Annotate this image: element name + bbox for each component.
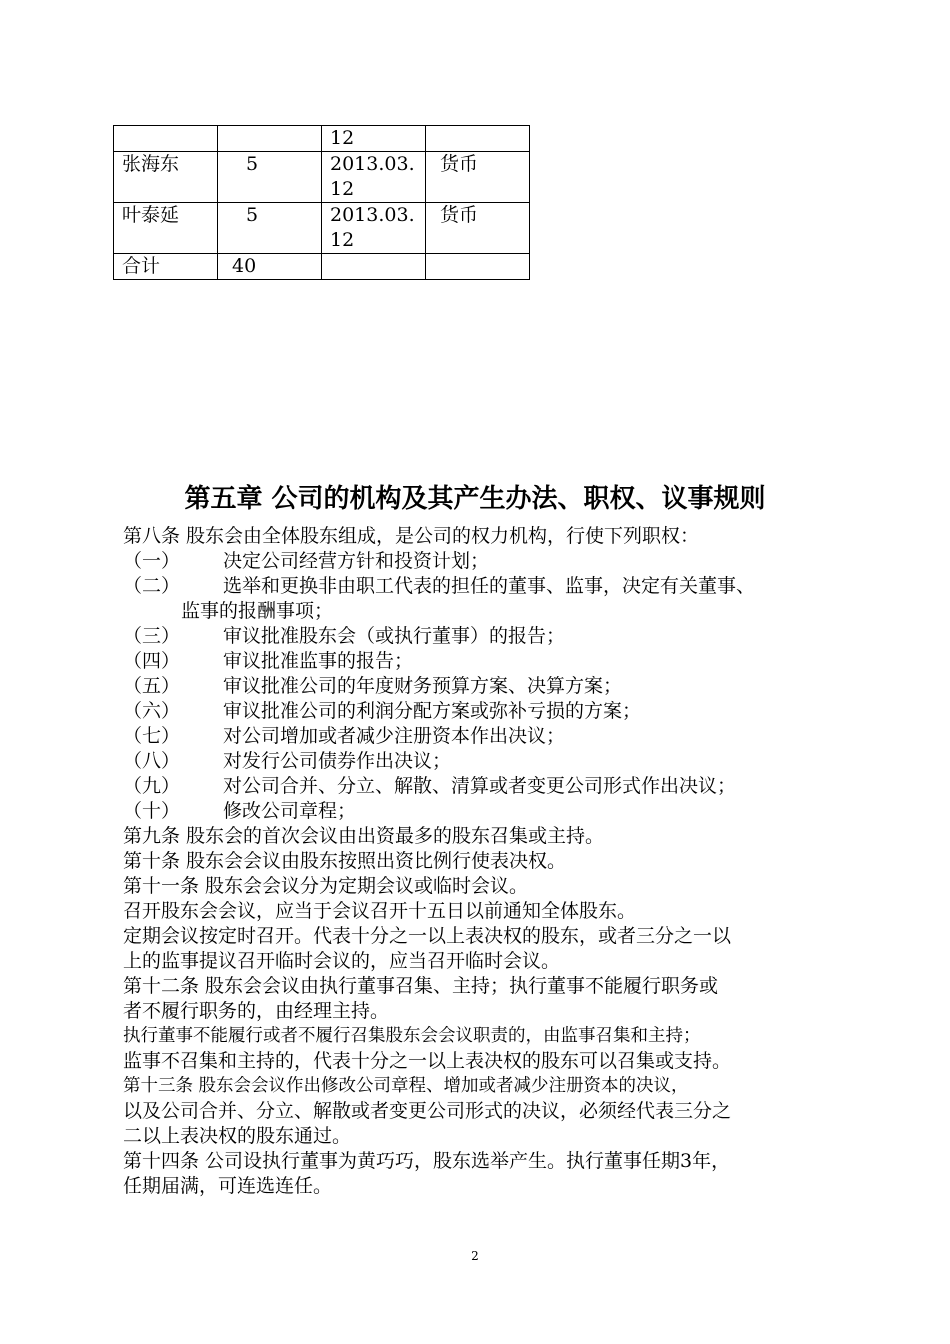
list-item	[123, 799, 843, 824]
date-cell: 2013.03. 12	[322, 203, 426, 254]
article-11-text: 第十一条 股东会会议分为定期会议或临时会议。	[123, 875, 529, 897]
list-item-text: 对公司合并、分立、解散、清算或者变更公司形式作出决议；	[223, 775, 737, 797]
total-amount-cell: 40	[218, 254, 322, 280]
chapter-title: 第五章 公司的机构及其产生办法、职权、议事规则	[184, 484, 766, 514]
list-item	[123, 624, 843, 649]
chapter-body	[123, 524, 843, 1199]
date-cell: 12	[322, 126, 426, 152]
list-item-text: 对发行公司债券作出决议；	[223, 750, 452, 772]
amount-cell	[218, 126, 322, 152]
list-item-marker: （六）	[123, 700, 181, 722]
shareholder-name-cell: 叶泰延	[114, 203, 218, 254]
page-number: 2	[471, 1249, 479, 1263]
list-item-text: 对公司增加或者减少注册资本作出决议；	[223, 725, 566, 747]
list-item	[123, 574, 843, 599]
article-9-text: 第九条 股东会的首次会议由出资最多的股东召集或主持。	[123, 825, 605, 847]
date-cell: 2013.03. 12	[322, 152, 426, 203]
shareholder-table	[113, 125, 530, 280]
list-item-text: 修改公司章程；	[223, 800, 357, 822]
list-item-marker: （七）	[123, 725, 181, 747]
list-item-text: 审议批准公司的利润分配方案或弥补亏损的方案；	[223, 700, 642, 722]
paragraph-line: 执行董事不能履行或者不履行召集股东会会议职责的，由监事召集和主持；	[123, 1026, 701, 1046]
paragraph-line: 召开股东会会议，应当于会议召开十五日以前通知全体股东。	[123, 900, 637, 922]
list-item-marker: （五）	[123, 675, 181, 697]
table-row	[114, 203, 530, 254]
article-8-text: 第八条 股东会由全体股东组成，是公司的权力机构，行使下列职权：	[123, 525, 700, 547]
article-13-text: 第十三条 股东会会议作出修改公司章程、增加或者减少注册资本的决议，	[123, 1076, 689, 1096]
list-item-marker: （十）	[123, 800, 181, 822]
table-row	[114, 152, 530, 203]
paragraph-line: 二以上表决权的股东通过。	[123, 1125, 352, 1147]
total-label-cell: 合计	[114, 254, 218, 280]
paragraph-line: 定期会议按定时召开。代表十分之一以上表决权的股东，或者三分之一以	[123, 925, 732, 947]
list-item-text: 决定公司经营方针和投资计划；	[223, 550, 490, 572]
list-item-marker: （一）	[123, 550, 181, 572]
list-item-text: 选举和更换非由职工代表的担任的董事、监事，决定有关董事、	[223, 575, 756, 597]
list-item-text: 审议批准公司的年度财务预算方案、决算方案；	[223, 675, 623, 697]
list-item	[123, 649, 843, 674]
table-row	[114, 126, 530, 152]
list-item-marker: （三）	[123, 625, 181, 647]
article-12-text: 第十二条 股东会会议由执行董事召集、主持；执行董事不能履行职务或	[123, 975, 719, 997]
list-item	[123, 674, 843, 699]
list-item-marker: （二）	[123, 575, 181, 597]
list-item-marker: （九）	[123, 775, 181, 797]
list-item-marker: （四）	[123, 650, 181, 672]
shareholder-name-cell	[114, 126, 218, 152]
list-item	[123, 724, 843, 749]
method-cell	[426, 254, 530, 280]
paragraph-line: 监事不召集和主持的，代表十分之一以上表决权的股东可以召集或支持。	[123, 1050, 732, 1072]
table-row	[114, 254, 530, 280]
list-item-marker: （八）	[123, 750, 181, 772]
list-item	[123, 749, 843, 774]
paragraph-line: 任期届满，可连选连任。	[123, 1175, 333, 1197]
list-item-continuation: 监事的报酬事项；	[181, 600, 334, 622]
list-item-text: 审议批准股东会（或执行董事）的报告；	[223, 625, 566, 647]
amount-cell: 5	[218, 152, 322, 203]
date-cell	[322, 254, 426, 280]
method-cell: 货币	[426, 203, 530, 254]
shareholder-name-cell: 张海东	[114, 152, 218, 203]
method-cell	[426, 126, 530, 152]
list-item-text: 审议批准监事的报告；	[223, 650, 414, 672]
amount-cell: 5	[218, 203, 322, 254]
list-item	[123, 774, 843, 799]
list-item	[123, 699, 843, 724]
article-14-text: 第十四条 公司设执行董事为黄巧巧，股东选举产生。执行董事任期3年，	[123, 1150, 731, 1172]
paragraph-line: 以及公司合并、分立、解散或者变更公司形式的决议，必须经代表三分之	[123, 1100, 732, 1122]
article-10-text: 第十条 股东会会议由股东按照出资比例行使表决权。	[123, 850, 567, 872]
paragraph-line: 者不履行职务的，由经理主持。	[123, 1000, 390, 1022]
paragraph-line: 上的监事提议召开临时会议的，应当召开临时会议。	[123, 950, 561, 972]
list-item	[123, 549, 843, 574]
method-cell: 货币	[426, 152, 530, 203]
